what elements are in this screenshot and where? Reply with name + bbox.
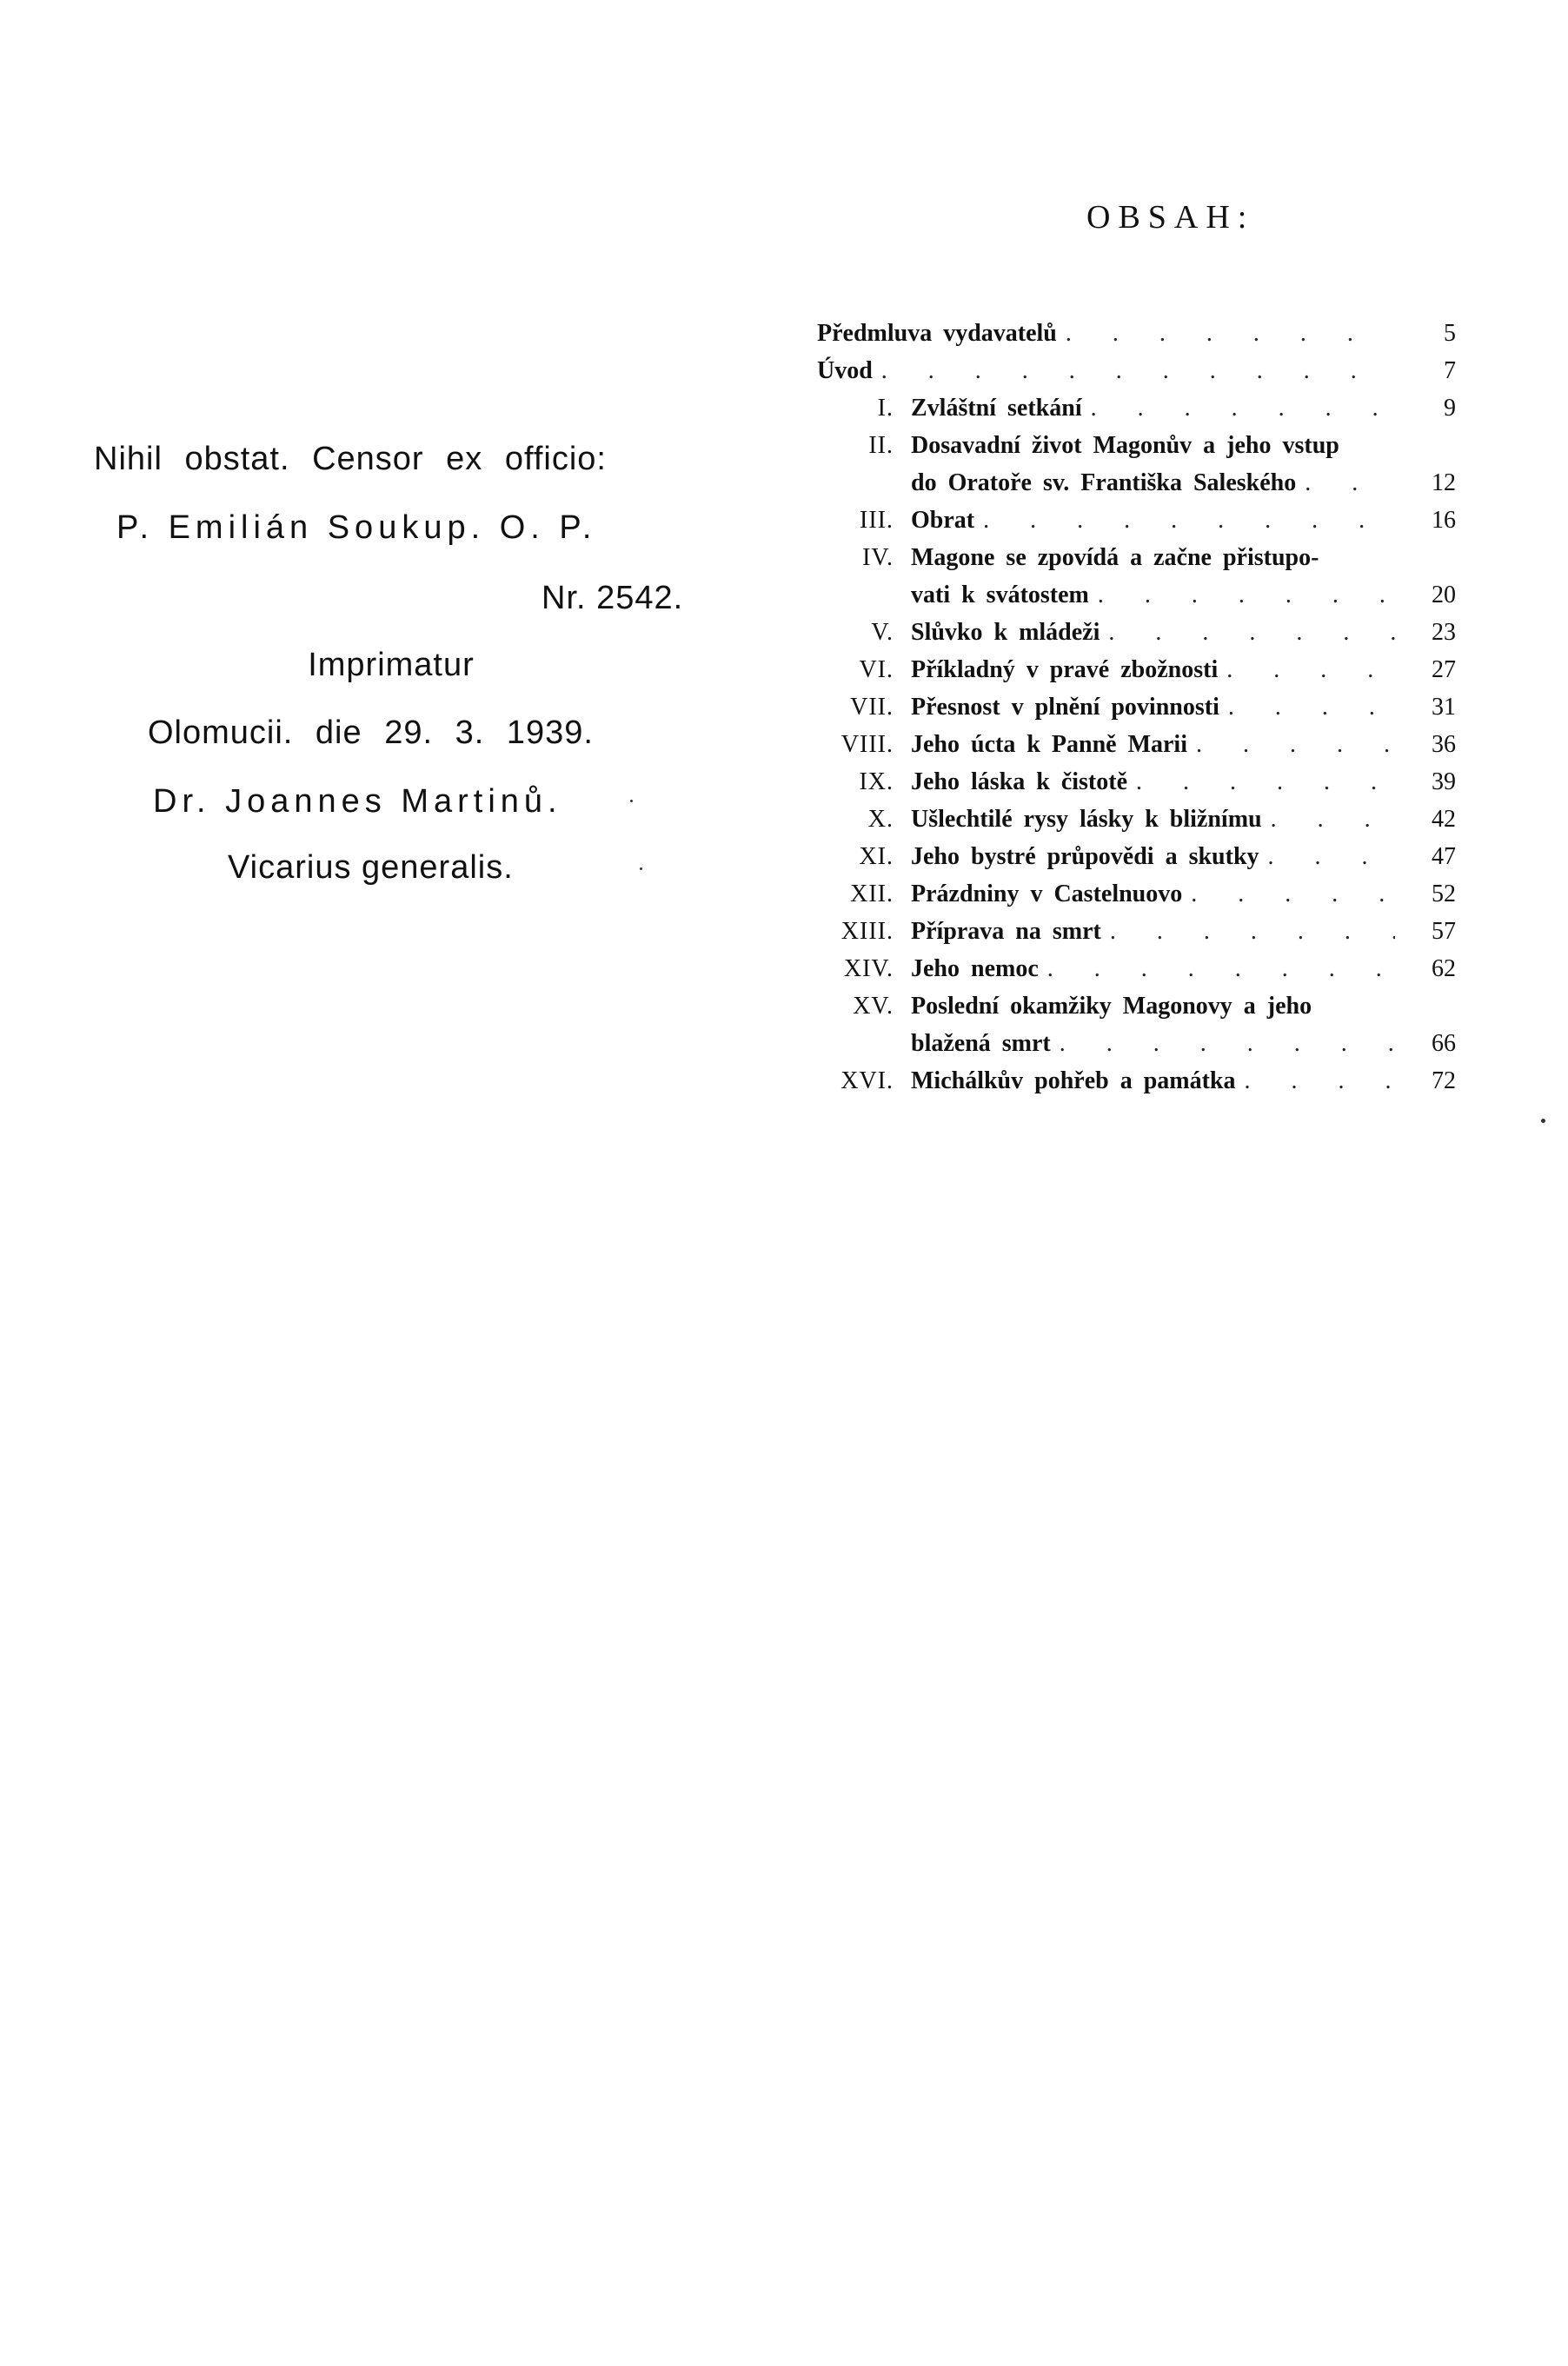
toc-entry — [817, 838, 1456, 875]
toc-entry-title: blažená smrt . . . — [911, 1025, 1395, 1062]
toc-entry-number: VI. — [859, 656, 894, 683]
toc-entry-continuation — [817, 1025, 1456, 1062]
censor-name: P. Emilián Soukup. O. P. — [116, 509, 597, 546]
left-page — [0, 0, 782, 1304]
toc-entry-title: Prázdniny v Castelnuovo . . . — [911, 875, 1395, 913]
toc-entry-page: 42 — [1432, 806, 1456, 833]
toc-entry-page: 52 — [1432, 881, 1456, 907]
toc-entry — [817, 875, 1456, 913]
toc-entry-page: 57 — [1432, 918, 1456, 945]
toc-entry — [817, 315, 1456, 352]
toc-entry — [817, 688, 1456, 726]
toc-entry-page: 20 — [1432, 582, 1456, 608]
vicar-title: Vicarius generalis. — [228, 849, 514, 886]
toc-entry-continuation — [817, 464, 1456, 502]
toc-entry — [817, 801, 1456, 838]
toc-entry — [817, 651, 1456, 688]
toc-entry-page: 39 — [1432, 768, 1456, 795]
toc-entry-title: Poslední okamžiky Magonovy a jeho — [911, 993, 1312, 1020]
toc-entry-title: Jeho bystré průpovědi a skutky . . . — [911, 838, 1395, 875]
toc-entry-title: Příkladný v pravé zbožnosti . . . — [911, 651, 1395, 688]
toc-entry — [817, 987, 1456, 1025]
toc-entry-number: V. — [871, 619, 894, 646]
print-speck — [640, 867, 642, 870]
toc-entry-title: Předmluva vydavatelů . . . — [817, 315, 1395, 352]
toc-entry-page: 66 — [1432, 1030, 1456, 1057]
print-speck — [630, 800, 633, 802]
contents-heading: OBSAH: — [1086, 199, 1255, 236]
toc-entry-title: Slůvko k mládeži . . . — [911, 614, 1395, 651]
toc-entry-page: 47 — [1432, 843, 1456, 870]
right-page — [782, 0, 1568, 1304]
toc-entry-title: Příprava na smrt . . . — [911, 913, 1395, 950]
toc-entry-page: 31 — [1432, 694, 1456, 721]
toc-entry — [817, 950, 1456, 987]
toc-entry — [817, 539, 1456, 576]
toc-entry-title: Úvod . . . — [817, 352, 1395, 389]
toc-entry-number: X. — [867, 806, 894, 833]
toc-entry — [817, 352, 1456, 389]
toc-entry-page: 72 — [1432, 1067, 1456, 1094]
toc-entry-title: Přesnost v plnění povinnosti . . . — [911, 688, 1395, 726]
toc-entry-number: I. — [877, 395, 894, 422]
toc-entry-page: 7 — [1444, 357, 1456, 384]
toc-entry-title: Ušlechtilé rysy lásky k bližnímu . . . — [911, 801, 1395, 838]
toc-entry — [817, 427, 1456, 464]
toc-entry-number: XVI. — [840, 1067, 894, 1094]
toc-entry-page: 23 — [1432, 619, 1456, 646]
imprimatur-place-date: Olomucii. die 29. 3. 1939. — [148, 714, 594, 751]
toc-entry-number: III. — [860, 507, 894, 534]
toc-entry-title: do Oratoře sv. Františka Saleského . . . — [911, 464, 1395, 502]
toc-entry-title: Jeho nemoc . . . — [911, 950, 1395, 987]
vicar-name: Dr. Joannes Martinů. — [153, 783, 562, 820]
toc-entry — [817, 913, 1456, 950]
toc-entry-page: 9 — [1444, 395, 1456, 422]
toc-entry-number: XI. — [859, 843, 894, 870]
toc-entry-page: 36 — [1432, 731, 1456, 758]
toc-entry — [817, 726, 1456, 763]
toc-entry — [817, 763, 1456, 801]
toc-entry-number: II. — [868, 432, 894, 459]
toc-entry — [817, 389, 1456, 427]
toc-entry-number: VII. — [850, 694, 894, 721]
nihil-obstat-line: Nihil obstat. Censor ex officio: — [94, 441, 607, 477]
toc-entry-page: 5 — [1444, 320, 1456, 347]
print-speck — [1541, 1119, 1545, 1123]
toc-entry-page: 62 — [1432, 955, 1456, 982]
imprimatur-heading: Imprimatur — [308, 647, 475, 683]
toc-entry-continuation — [817, 576, 1456, 614]
toc-entry — [817, 1062, 1456, 1100]
toc-entry-number: IX. — [859, 768, 894, 795]
toc-entry-title: Zvláštní setkání . . . — [911, 389, 1395, 427]
toc-entry-title: Obrat . . . — [911, 502, 1395, 539]
toc-entry-page: 16 — [1432, 507, 1456, 534]
toc-entry-title: Jeho úcta k Panně Marii . . . — [911, 726, 1395, 763]
toc-entry-number: XII. — [850, 881, 894, 907]
toc-entry-title: Jeho láska k čistotě . . . — [911, 763, 1395, 801]
toc-entry-title: Dosavadní život Magonův a jeho vstup — [911, 432, 1339, 459]
toc-entry-number: XV. — [853, 993, 894, 1020]
toc-entry-number: IV. — [862, 544, 894, 571]
toc-entry — [817, 614, 1456, 651]
toc-entry-page: 12 — [1432, 469, 1456, 496]
toc-entry-number: XIII. — [840, 918, 894, 945]
toc-entry-title: Michálkův pohřeb a památka . . . — [911, 1062, 1395, 1100]
toc-entry-title: Magone se zpovídá a začne přistupo- — [911, 544, 1319, 571]
table-of-contents — [817, 315, 1456, 1100]
toc-entry-page: 27 — [1432, 656, 1456, 683]
toc-entry-title: vati k svátostem . . . — [911, 576, 1395, 614]
toc-entry-number: XIV. — [843, 955, 894, 982]
toc-entry — [817, 502, 1456, 539]
toc-entry-number: VIII. — [840, 731, 894, 758]
reference-number: Nr. 2542. — [541, 580, 684, 616]
